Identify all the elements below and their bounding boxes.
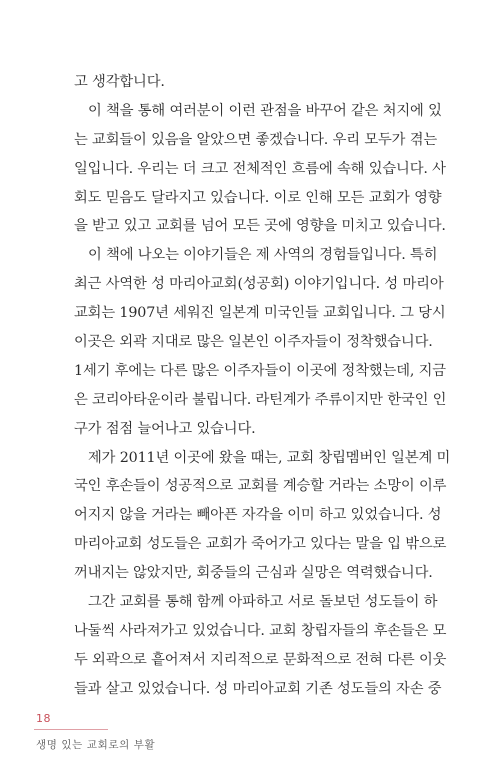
text-line: 그간 교회를 통해 함께 아파하고 서로 돌보던 성도들이 하 (88, 594, 438, 611)
text-line: 이 책에 나오는 이야기들은 제 사역의 경험들입니다. 특히 (88, 247, 438, 264)
text-line: 을 받고 있고 교회를 넘어 모든 곳에 영향을 미치고 있습니다. (74, 218, 446, 235)
page-number: 18 (36, 712, 51, 725)
body-text (74, 68, 451, 704)
text-line: 은 코리아타운이라 불립니다. 라틴계가 주류이지만 한국인 인 (74, 391, 447, 408)
text-line: 회도 믿음도 달라지고 있습니다. 이로 인해 모든 교회가 영향 (74, 189, 442, 206)
text-line: 는 교회들이 있음을 알았으면 좋겠습니다. 우리 모두가 겪는 (74, 131, 438, 148)
text-line: 국인 후손들이 성공적으로 교회를 계승할 거라는 소망이 이루 (74, 478, 447, 495)
text-line: 최근 사역한 성 마리아교회(성공회) 이야기입니다. 성 마리아 (74, 276, 444, 293)
text-line: 1세기 후에는 다른 많은 이주자들이 이곳에 정착했는데, 지금 (74, 362, 446, 379)
text-line: 들과 살고 있었습니다. 성 마리아교회 기존 성도들의 자손 중 (74, 680, 442, 697)
text-line: 어지지 않을 거라는 빼아픈 자각을 이미 하고 있었습니다. 성 (74, 507, 442, 524)
text-line: 나둘씩 사라져가고 있었습니다. 교회 창립자들의 후손들은 모 (74, 622, 447, 639)
text-line: 교회는 1907년 세워진 일본계 미국인들 교회입니다. 그 당시 (74, 305, 446, 322)
text-line: 마리아교회 성도들은 교회가 죽어가고 있다는 말을 입 밖으로 (74, 536, 447, 553)
text-line: 구가 점점 늘어나고 있습니다. (74, 420, 256, 437)
text-line: 두 외곽으로 흩어져서 지리적으로 문화적으로 전혀 다른 이웃 (74, 651, 447, 668)
text-line: 꺼내지는 않았지만, 회중들의 근심과 실망은 역력했습니다. (74, 565, 433, 582)
text-line: 고 생각합니다. (74, 74, 165, 90)
running-title: 생명 있는 교회로의 부활 (36, 739, 156, 751)
text-line: 이 책을 통해 여러분이 이런 관점을 바꾸어 같은 처지에 있 (88, 102, 442, 119)
page-footer (36, 712, 51, 725)
footer-divider (34, 729, 108, 730)
text-line: 이곳은 외곽 지대로 많은 일본인 이주자들이 정착했습니다. (74, 334, 433, 351)
text-line: 제가 2011년 이곳에 왔을 때는, 교회 창립멤버인 일본계 미 (88, 449, 451, 466)
text-line: 일입니다. 우리는 더 크고 전체적인 흐름에 속해 있습니다. 사 (74, 160, 446, 177)
